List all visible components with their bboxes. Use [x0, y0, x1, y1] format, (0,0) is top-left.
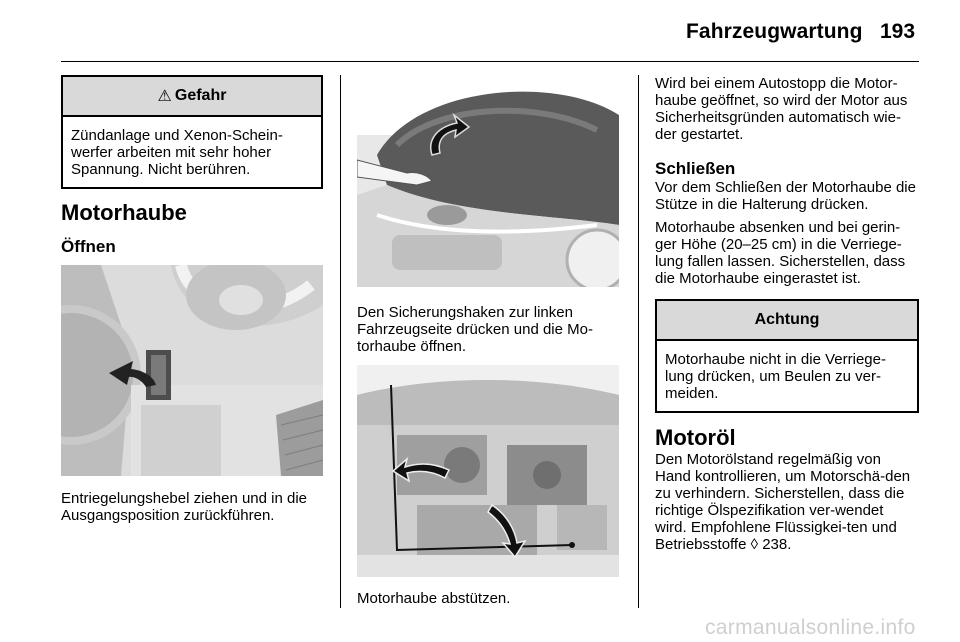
caution-box-header: [657, 301, 917, 341]
header-rule: [61, 61, 919, 62]
danger-box-title: Gefahr: [174, 87, 227, 104]
page-reference-icon: ◊: [750, 536, 759, 553]
figure-hood-closed: [357, 75, 619, 287]
caption-support-hood: Motorhaube abstützen.: [357, 590, 511, 607]
danger-box: [61, 75, 323, 189]
caption-release-lever: Entriegelungshebel ziehen und in die Ausgangsposition zurückführen.: [61, 490, 308, 524]
subsection-title-schliessen: Schließen: [655, 159, 736, 178]
section-title-motorhaube: Motorhaube: [61, 200, 187, 225]
figure-hood-support: [357, 365, 619, 577]
caution-box-title: Achtung: [754, 311, 820, 328]
hood-closed-illustration: [357, 75, 619, 287]
page-reference-link[interactable]: 238.: [762, 536, 792, 553]
danger-box-text: Zündanlage und Xenon-Schein-werfer arbeiten mit sehr hoher Spannung. Nicht berühren.: [71, 127, 283, 178]
column-divider-1: [340, 75, 341, 608]
hood-support-illustration: [357, 365, 619, 577]
caution-box-text: Motorhaube nicht in die Verriege-lung drücken, um Beulen zu ver-meiden.: [665, 351, 886, 402]
warning-triangle-icon: ⚠: [157, 88, 172, 105]
oil-paragraph-text: Den Motorölstand regelmäßig von Hand kontrollieren, um Motorschä-den zu verhindern. Sicherstellen, dass die richtige Ölspezifikation ver-wendet wird. Empfohlene Flüssigkei-ten und Betriebsstoffe: [655, 451, 911, 553]
caption-open-hood: Den Sicherungshaken zur linken Fahrzeugseite drücken und die Mo-torhaube öffnen.: [357, 304, 593, 355]
danger-box-header: [63, 77, 321, 117]
column-3: [655, 75, 919, 553]
caution-box: [655, 299, 919, 413]
header-title: Fahrzeugwartung: [686, 20, 863, 43]
column-1: [61, 75, 323, 257]
release-lever-illustration: [61, 265, 323, 476]
watermark: carmanualsonline.info: [705, 616, 916, 639]
page-number: 193: [880, 20, 916, 43]
close-paragraph-2: Motorhaube absenken und bei gerin-ger Höhe (20–25 cm) in die Verriege-lung fallen lassen. Sicherstellen, dass die Motorhaube eingerastet ist.: [655, 219, 906, 287]
section-title-motoroel: Motoröl: [655, 425, 736, 450]
close-paragraph-1: Vor dem Schließen der Motorhaube die Stütze in die Halterung drücken.: [655, 179, 916, 213]
figure-release-lever: [61, 265, 323, 476]
oil-paragraph: [655, 451, 919, 553]
column-divider-2: [638, 75, 639, 608]
subsection-title-oeffnen: Öffnen: [61, 237, 116, 256]
autostop-paragraph: Wird bei einem Autostopp die Motor-haube geöffnet, so wird der Motor aus Sicherheitsgründen automatisch wie-der gestartet.: [655, 75, 908, 143]
